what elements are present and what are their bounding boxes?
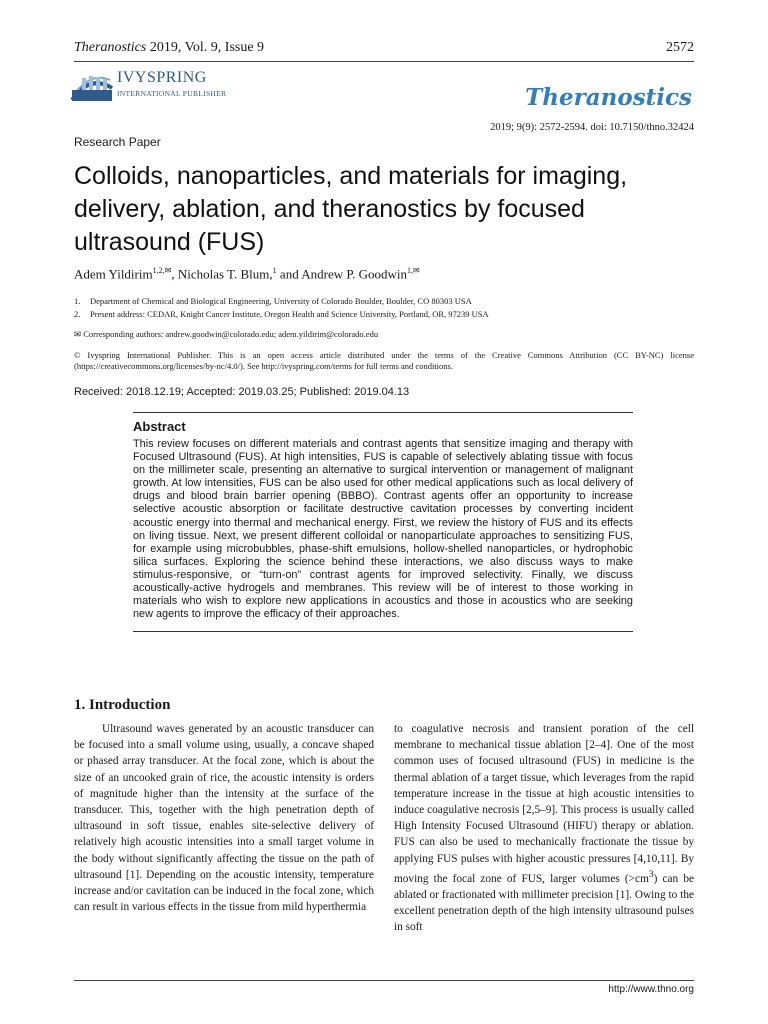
- intro-text-a: to coagulative necrosis and transient poration of the cell membrane to mechanical tissue ablation [2–4]. One of the most common uses of focused ultrasound (FUS) in medicine is the thermal ablation of a target tissue, which leverages from the rapid temperature increase in the tissue at high acoustic intensities to induce coagulative necrosis [2,5–9]. This process is usually called High Intensity Focused Ultrasound (HIFU) therapy or ablation. FUS can also be used to mechanically fractionate the tissue by applying FUS pulses with higher acoustic pressures [4,10,11]. By moving the focal zone of FUS, larger volumes (>cm: [394, 723, 694, 885]
- affiliation-number: 1.: [74, 296, 81, 306]
- header-rule: [74, 61, 694, 62]
- paper-title: Colloids, nanoparticles, and materials for imaging, delivery, ablation, and theranostics by focused ultrasound (FUS): [74, 162, 628, 256]
- intro-paragraph: Ultrasound waves generated by an acoustic transducer can be focused into a small volume using, usually, a concave shaped or phased array transducer. At the focal zone, which is about the size of an uncooked grain of rice, the acoustic intensity is orders of magnitude higher than the intensity at the surface of the transducer. This, together with the high penetration depth of ultrasound in soft tissue, enables site-selective delivery of relatively high acoustic intensities into a small target volume in the body without significantly affecting the tissue on the path of ultrasound [1]. Depending on the acoustic intensity, temperature increase and/or cavitation can be induced in the focal zone, which can result in various effects in the tissue from mild hyperthermia: [74, 723, 374, 914]
- license-statement: © Ivyspring International Publisher. This is an open access article distributed under the terms of the Creative Commons Attribution (CC BY-NC) license (https://creativecommons.org/licenses/by-nc/4.0/). See http://ivyspring.com/terms for full terms and conditions.: [74, 350, 694, 371]
- affiliation-text: Department of Chemical and Biological Engineering, University of Colorado Boulder, Boulder, CO 80303 USA: [90, 296, 472, 306]
- author-list: [74, 266, 420, 282]
- intro-column-left: [74, 721, 374, 915]
- footer-rule: [74, 980, 694, 981]
- author-1: Adem Yildirim: [74, 266, 153, 282]
- author-2: , Nicholas T. Blum,: [171, 266, 273, 282]
- author-3-affil: 1,✉: [407, 266, 420, 275]
- issue-info: 2019, Vol. 9, Issue 9: [146, 40, 265, 55]
- footer-url[interactable]: http://www.thno.org: [608, 984, 694, 995]
- page-number: 2572: [666, 40, 694, 55]
- publication-dates: Received: 2018.12.19; Accepted: 2019.03.25; Published: 2019.04.13: [74, 386, 410, 398]
- affiliation-number: 2.: [74, 309, 81, 319]
- citation: 2019; 9(9): 2572-2594. doi: 10.7150/thno.32424: [490, 122, 694, 133]
- publisher-name: IVYSPRING: [117, 69, 207, 86]
- paper-type: Research Paper: [74, 135, 161, 149]
- theranostics-logo: Theranostics: [525, 84, 692, 111]
- corresponding-authors: ✉ Corresponding authors: andrew.goodwin@colorado.edu; adem.yildirim@colorado.edu: [74, 329, 379, 339]
- affiliation-text: Present address: CEDAR, Knight Cancer Institute, Oregon Health and Science University, Portland, OR, 97239 USA: [90, 309, 489, 319]
- running-header: [74, 40, 264, 56]
- intro-paragraph-continued: [394, 721, 694, 935]
- author-2-affil: 1: [272, 266, 277, 275]
- superscript: 3: [648, 869, 654, 880]
- intro-column-right: [394, 721, 694, 935]
- abstract-box: [133, 412, 633, 632]
- intro-text-b: ) can be ablated or fractionated with millimeter precision [1]. Owing to the excellent penetration depth of the high intensity ultrasound pulses in soft: [394, 872, 694, 934]
- section-heading-introduction: 1. Introduction: [74, 697, 171, 713]
- publisher-subtitle: INTERNATIONAL PUBLISHER: [117, 89, 227, 98]
- journal-name: Theranostics: [74, 40, 147, 55]
- author-3: and Andrew P. Goodwin: [276, 266, 408, 282]
- affiliation-2: [74, 309, 694, 319]
- abstract-heading: Abstract: [133, 419, 186, 434]
- author-1-affil: 1,2,✉: [152, 266, 172, 275]
- affiliation-1: [74, 296, 694, 306]
- abstract-text: This review focuses on different materials and contrast agents that sensitize imaging and therapy with Focused Ultrasound (FUS). At high intensities, FUS is capable of selectively ablating tissue with focus on the millimeter scale, presenting an alternative to surgical intervention or management of malignant growth. At low intensities, FUS can be also used for other medical applications such as local delivery of drugs and blood brain barrier opening (BBBO). Contrast agents offer an opportunity to increase selective acoustic absorption or facilitate destructive cavitation processes by converting incident acoustic energy into thermal and mechanical energy. First, we review the history of FUS and its effects on living tissue. Next, we present different colloidal or nanoparticulate approaches to sensitizing FUS, for example using microbubbles, phase-shift emulsions, hollow-shelled nanoparticles, or hydrophobic silica surfaces. Exploring the science behind these interactions, we also discuss ways to make stimulus-responsive, or “turn-on” contrast agents for improved selectivity. Finally, we discuss acoustically-active hydrogels and membranes. This review will be of interest to those working in materials who wish to explore new applications in acoustics and those in acoustics who are seeking new agents to improve the efficacy of their approaches.: [133, 438, 633, 621]
